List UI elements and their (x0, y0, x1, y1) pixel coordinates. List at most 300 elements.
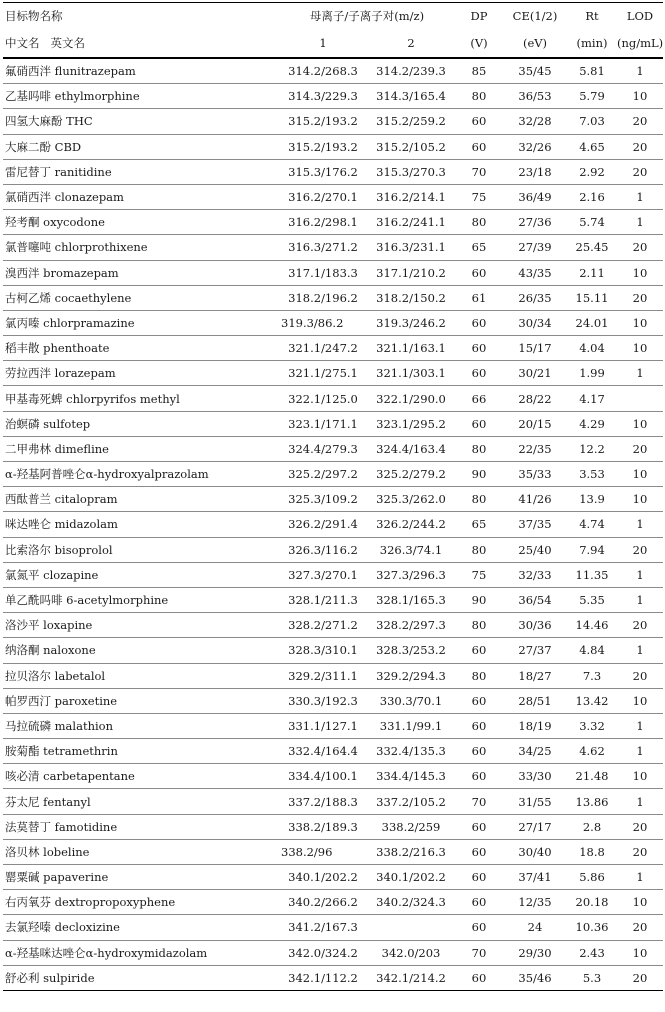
ion-pair-1: 322.1/125.0 (279, 386, 367, 411)
rt-value: 4.62 (567, 739, 617, 764)
ce-value: 24 (503, 915, 567, 940)
ion-pair-1: 334.4/100.1 (279, 764, 367, 789)
compound-name: 右丙氧芬 dextropropoxyphene (3, 890, 279, 915)
compound-name: 单乙酰吗啡 6-acetylmorphine (3, 587, 279, 612)
compound-name: 比索洛尔 bisoprolol (3, 537, 279, 562)
dp-value: 60 (455, 965, 503, 990)
dp-value: 65 (455, 235, 503, 260)
ce-value: 36/53 (503, 84, 567, 109)
ion-pair-1: 318.2/196.2 (279, 285, 367, 310)
ion-pair-1: 340.2/266.2 (279, 890, 367, 915)
lod-value: 20 (617, 134, 663, 159)
ce-value: 37/41 (503, 865, 567, 890)
lod-value: 20 (617, 965, 663, 990)
ce-value: 28/22 (503, 386, 567, 411)
lod-value: 20 (617, 915, 663, 940)
ion-pair-2: 314.2/239.3 (367, 58, 455, 84)
compound-name: 氟硝西泮 flunitrazepam (3, 58, 279, 84)
lod-value: 20 (617, 537, 663, 562)
header-ion1: 1 (279, 29, 367, 58)
compound-name: 纳洛酮 naloxone (3, 638, 279, 663)
ce-value: 32/33 (503, 562, 567, 587)
compound-name: 舒必利 sulpiride (3, 965, 279, 990)
dp-value: 60 (455, 890, 503, 915)
ion-pair-1: 315.3/176.2 (279, 159, 367, 184)
rt-value: 14.46 (567, 613, 617, 638)
rt-value: 1.99 (567, 361, 617, 386)
compound-name: 四氢大麻酚 THC (3, 109, 279, 134)
ion-pair-1: 315.2/193.2 (279, 109, 367, 134)
ion-pair-2: 325.2/279.2 (367, 462, 455, 487)
dp-value: 60 (455, 336, 503, 361)
ce-value: 37/35 (503, 512, 567, 537)
dp-value: 80 (455, 487, 503, 512)
compound-name: 咪达唑仑 midazolam (3, 512, 279, 537)
ion-pair-2: 328.1/165.3 (367, 587, 455, 612)
rt-value: 10.36 (567, 915, 617, 940)
compound-name: 劳拉西泮 lorazepam (3, 361, 279, 386)
ce-value: 30/34 (503, 310, 567, 335)
lod-value: 1 (617, 713, 663, 738)
compound-name: α-羟基咪达唑仑α-hydroxymidazolam (3, 940, 279, 965)
lod-value: 10 (617, 940, 663, 965)
ion-pair-2: 342.0/203 (367, 940, 455, 965)
ion-pair-2: 319.3/246.2 (367, 310, 455, 335)
lod-value: 20 (617, 109, 663, 134)
rt-value: 4.04 (567, 336, 617, 361)
lod-value: 1 (617, 739, 663, 764)
compound-name: 洛贝林 lobeline (3, 839, 279, 864)
dp-value: 70 (455, 789, 503, 814)
lod-value: 20 (617, 839, 663, 864)
ce-value: 33/30 (503, 764, 567, 789)
ion-pair-2: 342.1/214.2 (367, 965, 455, 990)
ce-value: 23/18 (503, 159, 567, 184)
ce-value: 18/19 (503, 713, 567, 738)
ion-pair-2: 327.3/296.3 (367, 562, 455, 587)
ce-value: 35/33 (503, 462, 567, 487)
ion-pair-2: 337.2/105.2 (367, 789, 455, 814)
dp-value: 80 (455, 537, 503, 562)
dp-value: 75 (455, 562, 503, 587)
rt-value: 13.86 (567, 789, 617, 814)
rt-value: 20.18 (567, 890, 617, 915)
dp-value: 60 (455, 109, 503, 134)
ion-pair-2: 318.2/150.2 (367, 285, 455, 310)
dp-value: 70 (455, 940, 503, 965)
compound-name: 胺菊酯 tetramethrin (3, 739, 279, 764)
ion-pair-2: 317.1/210.2 (367, 260, 455, 285)
table-header (3, 3, 663, 59)
header-lod-unit: (ng/mL) (617, 29, 663, 58)
header-row-2 (3, 29, 663, 58)
ion-pair-2: 315.3/270.3 (367, 159, 455, 184)
lod-value: 1 (617, 587, 663, 612)
compound-name: 帕罗西汀 paroxetine (3, 688, 279, 713)
rt-value: 21.48 (567, 764, 617, 789)
ce-value: 30/36 (503, 613, 567, 638)
rt-value: 13.9 (567, 487, 617, 512)
compound-name: 芬太尼 fentanyl (3, 789, 279, 814)
ion-pair-2: 340.1/202.2 (367, 865, 455, 890)
rt-value: 5.74 (567, 210, 617, 235)
rt-value: 18.8 (567, 839, 617, 864)
table-row (3, 713, 663, 738)
ion-pair-1: 342.1/112.2 (279, 965, 367, 990)
lod-value: 10 (617, 260, 663, 285)
lod-value: 1 (617, 562, 663, 587)
ce-value: 43/35 (503, 260, 567, 285)
lod-value: 10 (617, 487, 663, 512)
ion-pair-2: 329.2/294.3 (367, 663, 455, 688)
ion-pair-2: 325.3/262.0 (367, 487, 455, 512)
header-dp: DP (455, 3, 503, 30)
table-row (3, 587, 663, 612)
lod-value: 1 (617, 58, 663, 84)
ion-pair-1: 316.3/271.2 (279, 235, 367, 260)
ion-pair-2 (367, 915, 455, 940)
table-row (3, 638, 663, 663)
table-row (3, 764, 663, 789)
table-row (3, 336, 663, 361)
ion-pair-2: 324.4/163.4 (367, 436, 455, 461)
table-row (3, 688, 663, 713)
table-row (3, 184, 663, 209)
table-row (3, 361, 663, 386)
dp-value: 85 (455, 58, 503, 84)
rt-value: 2.43 (567, 940, 617, 965)
ion-pair-2: 316.2/241.1 (367, 210, 455, 235)
compound-name: 二甲弗林 dimefline (3, 436, 279, 461)
ion-pair-1: 328.3/310.1 (279, 638, 367, 663)
dp-value: 60 (455, 739, 503, 764)
ion-pair-2: 338.2/259 (367, 814, 455, 839)
header-ce: CE(1/2) (503, 3, 567, 30)
ce-value: 31/55 (503, 789, 567, 814)
dp-value: 75 (455, 184, 503, 209)
ion-pair-2: 323.1/295.2 (367, 411, 455, 436)
ion-pair-1: 323.1/171.1 (279, 411, 367, 436)
lod-value (617, 386, 663, 411)
dp-value: 80 (455, 84, 503, 109)
ion-pair-2: 340.2/324.3 (367, 890, 455, 915)
dp-value: 90 (455, 587, 503, 612)
lod-value: 10 (617, 688, 663, 713)
compound-name: α-羟基阿普唑仑α-hydroxyalprazolam (3, 462, 279, 487)
compound-name: 西酞普兰 citalopram (3, 487, 279, 512)
lod-value: 10 (617, 411, 663, 436)
ion-pair-1: 316.2/270.1 (279, 184, 367, 209)
ce-value: 32/28 (503, 109, 567, 134)
ion-pair-2: 315.2/105.2 (367, 134, 455, 159)
ion-pair-1: 324.4/279.3 (279, 436, 367, 461)
table-row (3, 839, 663, 864)
table-row (3, 814, 663, 839)
dp-value: 60 (455, 310, 503, 335)
rt-value: 3.53 (567, 462, 617, 487)
rt-value: 7.03 (567, 109, 617, 134)
lod-value: 1 (617, 361, 663, 386)
rt-value: 5.35 (567, 587, 617, 612)
ce-value: 26/35 (503, 285, 567, 310)
lod-value: 20 (617, 814, 663, 839)
ion-pair-2: 316.2/214.1 (367, 184, 455, 209)
ion-pair-1: 329.2/311.1 (279, 663, 367, 688)
header-rt-unit: (min) (567, 29, 617, 58)
table-row (3, 537, 663, 562)
ce-value: 41/26 (503, 487, 567, 512)
compound-name: 洛沙平 loxapine (3, 613, 279, 638)
ion-pair-1: 316.2/298.1 (279, 210, 367, 235)
compound-name: 去氯羟嗪 decloxizine (3, 915, 279, 940)
table-row (3, 285, 663, 310)
compound-name: 古柯乙烯 cocaethylene (3, 285, 279, 310)
ce-value: 36/49 (503, 184, 567, 209)
table-row (3, 487, 663, 512)
header-lod: LOD (617, 3, 663, 30)
ce-value: 12/35 (503, 890, 567, 915)
table-row (3, 562, 663, 587)
dp-value: 80 (455, 436, 503, 461)
lod-value: 20 (617, 613, 663, 638)
dp-value: 66 (455, 386, 503, 411)
rt-value: 4.29 (567, 411, 617, 436)
ion-pair-2: 331.1/99.1 (367, 713, 455, 738)
ion-pair-2: 316.3/231.1 (367, 235, 455, 260)
lod-value: 10 (617, 890, 663, 915)
rt-value: 12.2 (567, 436, 617, 461)
ce-value: 32/26 (503, 134, 567, 159)
rt-value: 5.81 (567, 58, 617, 84)
ion-pair-1: 341.2/167.3 (279, 915, 367, 940)
lod-value: 20 (617, 235, 663, 260)
ion-pair-1: 338.2/189.3 (279, 814, 367, 839)
compound-name: 溴西泮 bromazepam (3, 260, 279, 285)
lod-value: 10 (617, 764, 663, 789)
compound-table (3, 2, 663, 991)
table-row (3, 84, 663, 109)
ce-value: 27/37 (503, 638, 567, 663)
table-row (3, 210, 663, 235)
ce-value: 18/27 (503, 663, 567, 688)
table-row (3, 386, 663, 411)
ce-value: 27/17 (503, 814, 567, 839)
rt-value: 25.45 (567, 235, 617, 260)
rt-value: 5.86 (567, 865, 617, 890)
ion-pair-1: 325.3/109.2 (279, 487, 367, 512)
lod-value: 1 (617, 184, 663, 209)
dp-value: 80 (455, 613, 503, 638)
rt-value: 2.11 (567, 260, 617, 285)
compound-name: 氯丙嗪 chlorpramazine (3, 310, 279, 335)
ion-pair-2: 314.3/165.4 (367, 84, 455, 109)
lod-value: 20 (617, 663, 663, 688)
table-row (3, 915, 663, 940)
compound-name: 法莫替丁 famotidine (3, 814, 279, 839)
ion-pair-2: 322.1/290.0 (367, 386, 455, 411)
compound-name: 乙基吗啡 ethylmorphine (3, 84, 279, 109)
rt-value: 2.92 (567, 159, 617, 184)
ion-pair-1: 326.2/291.4 (279, 512, 367, 537)
ion-pair-1: 321.1/247.2 (279, 336, 367, 361)
ion-pair-1: 342.0/324.2 (279, 940, 367, 965)
rt-value: 3.32 (567, 713, 617, 738)
ce-value: 27/39 (503, 235, 567, 260)
dp-value: 60 (455, 361, 503, 386)
dp-value: 60 (455, 638, 503, 663)
rt-value: 2.16 (567, 184, 617, 209)
ion-pair-2: 321.1/163.1 (367, 336, 455, 361)
rt-value: 5.79 (567, 84, 617, 109)
ion-pair-2: 315.2/259.2 (367, 109, 455, 134)
ion-pair-1: 319.3/86.2 (279, 310, 367, 335)
lod-value: 10 (617, 462, 663, 487)
ce-value: 34/25 (503, 739, 567, 764)
ion-pair-1: 317.1/183.3 (279, 260, 367, 285)
table-body (3, 58, 663, 990)
lod-value: 10 (617, 84, 663, 109)
ion-pair-1: 338.2/96 (279, 839, 367, 864)
table-row (3, 134, 663, 159)
header-ce-unit: (eV) (503, 29, 567, 58)
ce-value: 27/36 (503, 210, 567, 235)
ion-pair-1: 340.1/202.2 (279, 865, 367, 890)
dp-value: 60 (455, 688, 503, 713)
table-row (3, 235, 663, 260)
table-row (3, 512, 663, 537)
dp-value: 60 (455, 134, 503, 159)
compound-name: 治螟磷 sulfotep (3, 411, 279, 436)
dp-value: 60 (455, 713, 503, 738)
dp-value: 60 (455, 411, 503, 436)
dp-value: 61 (455, 285, 503, 310)
lod-value: 1 (617, 210, 663, 235)
lod-value: 20 (617, 436, 663, 461)
compound-name: 罂粟碱 papaverine (3, 865, 279, 890)
dp-value: 90 (455, 462, 503, 487)
table-row (3, 663, 663, 688)
lod-value: 1 (617, 865, 663, 890)
rt-value: 4.17 (567, 386, 617, 411)
rt-value: 11.35 (567, 562, 617, 587)
dp-value: 60 (455, 764, 503, 789)
compound-name: 氯普噻吨 chlorprothixene (3, 235, 279, 260)
ion-pair-1: 332.4/164.4 (279, 739, 367, 764)
compound-name: 大麻二酚 CBD (3, 134, 279, 159)
rt-value: 24.01 (567, 310, 617, 335)
ce-value: 30/21 (503, 361, 567, 386)
compound-name: 氯硝西泮 clonazepam (3, 184, 279, 209)
lod-value: 20 (617, 285, 663, 310)
dp-value: 60 (455, 814, 503, 839)
ce-value: 20/15 (503, 411, 567, 436)
ion-pair-1: 328.2/271.2 (279, 613, 367, 638)
compound-name: 氯氮平 clozapine (3, 562, 279, 587)
rt-value: 2.8 (567, 814, 617, 839)
dp-value: 70 (455, 159, 503, 184)
table-row (3, 58, 663, 84)
table-row (3, 436, 663, 461)
rt-value: 4.84 (567, 638, 617, 663)
table-row (3, 260, 663, 285)
dp-value: 65 (455, 512, 503, 537)
compound-name: 羟考酮 oxycodone (3, 210, 279, 235)
dp-value: 80 (455, 210, 503, 235)
ion-pair-1: 331.1/127.1 (279, 713, 367, 738)
compound-name: 甲基毒死蜱 chlorpyrifos methyl (3, 386, 279, 411)
ce-value: 15/17 (503, 336, 567, 361)
lod-value: 1 (617, 638, 663, 663)
compound-name: 马拉硫磷 malathion (3, 713, 279, 738)
rt-value: 5.3 (567, 965, 617, 990)
ce-value: 22/35 (503, 436, 567, 461)
header-dp-unit: (V) (455, 29, 503, 58)
table-row (3, 411, 663, 436)
lod-value: 20 (617, 159, 663, 184)
ion-pair-1: 327.3/270.1 (279, 562, 367, 587)
ion-pair-1: 314.3/229.3 (279, 84, 367, 109)
rt-value: 15.11 (567, 285, 617, 310)
ce-value: 28/51 (503, 688, 567, 713)
ce-value: 35/45 (503, 58, 567, 84)
ion-pair-2: 334.4/145.3 (367, 764, 455, 789)
ion-pair-1: 325.2/297.2 (279, 462, 367, 487)
header-row-1 (3, 3, 663, 30)
header-ion-pair: 母离子/子离子对(m/z) (279, 3, 455, 30)
table-row (3, 890, 663, 915)
table-row (3, 462, 663, 487)
compound-name: 咳必清 carbetapentane (3, 764, 279, 789)
ion-pair-1: 337.2/188.3 (279, 789, 367, 814)
table-row (3, 865, 663, 890)
ion-pair-1: 314.2/268.3 (279, 58, 367, 84)
rt-value: 4.74 (567, 512, 617, 537)
rt-value: 7.94 (567, 537, 617, 562)
ion-pair-2: 330.3/70.1 (367, 688, 455, 713)
dp-value: 60 (455, 260, 503, 285)
rt-value: 4.65 (567, 134, 617, 159)
table-row (3, 739, 663, 764)
ce-value: 25/40 (503, 537, 567, 562)
compound-name: 雷尼替丁 ranitidine (3, 159, 279, 184)
ion-pair-2: 338.2/216.3 (367, 839, 455, 864)
header-ion2: 2 (367, 29, 455, 58)
table-row (3, 940, 663, 965)
ce-value: 35/46 (503, 965, 567, 990)
dp-value: 60 (455, 865, 503, 890)
dp-value: 60 (455, 839, 503, 864)
table-row (3, 613, 663, 638)
table-row (3, 109, 663, 134)
ion-pair-2: 326.3/74.1 (367, 537, 455, 562)
dp-value: 60 (455, 915, 503, 940)
lod-value: 1 (617, 512, 663, 537)
header-rt: Rt (567, 3, 617, 30)
ion-pair-2: 321.1/303.1 (367, 361, 455, 386)
rt-value: 13.42 (567, 688, 617, 713)
rt-value: 7.3 (567, 663, 617, 688)
lod-value: 10 (617, 310, 663, 335)
table-row (3, 965, 663, 990)
ion-pair-1: 330.3/192.3 (279, 688, 367, 713)
table-row (3, 310, 663, 335)
compound-name: 拉贝洛尔 labetalol (3, 663, 279, 688)
compound-name: 稻丰散 phenthoate (3, 336, 279, 361)
ion-pair-1: 321.1/275.1 (279, 361, 367, 386)
header-cn-en: 中文名 英文名 (3, 29, 279, 58)
ion-pair-2: 328.2/297.3 (367, 613, 455, 638)
ce-value: 29/30 (503, 940, 567, 965)
